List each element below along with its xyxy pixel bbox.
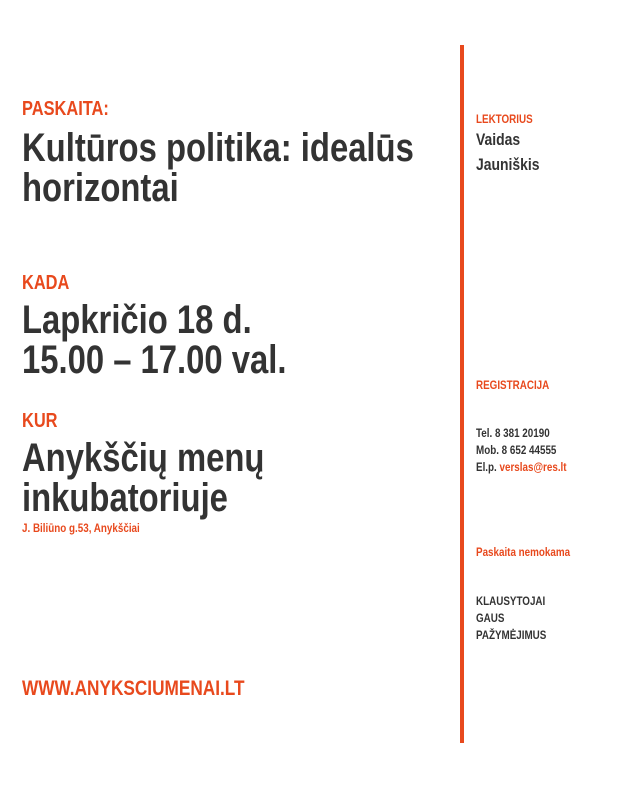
where-label: KUR [22,410,58,432]
lecture-title-line1: Kultūros politika: idealūs [22,126,414,170]
lecturer-label: LEKTORIUS [476,112,533,126]
where-address: J. Biliūno g.53, Anykščiai [22,521,140,535]
cert-line1: KLAUSYTOJAI [476,594,546,608]
lecture-label: PASKAITA: [22,98,109,120]
email-link[interactable]: verslas@res.lt [499,460,567,474]
lecture-title-line2: horizontai [22,166,179,210]
when-time: 15.00 – 17.00 val. [22,338,287,382]
registration-label: REGISTRACIJA [476,378,550,392]
mobile-text: Mob. 8 652 44555 [476,443,557,457]
when-date: Lapkričio 18 d. [22,298,252,342]
where-place-line2: inkubatoriuje [22,476,228,520]
cert-line2: GAUS [476,611,505,625]
lecturer-first-name: Vaidas [476,130,521,149]
email-prefix: El.p. [476,460,497,474]
email-line [476,459,567,476]
free-note: Paskaita nemokama [476,545,571,559]
where-place-line1: Anykščių menų [22,436,265,480]
website-link[interactable]: WWW.ANYKSCIUMENAI.LT [22,677,245,700]
vertical-divider [460,45,464,743]
phone-text: Tel. 8 381 20190 [476,426,550,440]
when-label: KADA [22,272,70,294]
lecturer-last-name: Jauniškis [476,155,540,174]
cert-line3: PAŽYMĖJIMUS [476,628,547,642]
